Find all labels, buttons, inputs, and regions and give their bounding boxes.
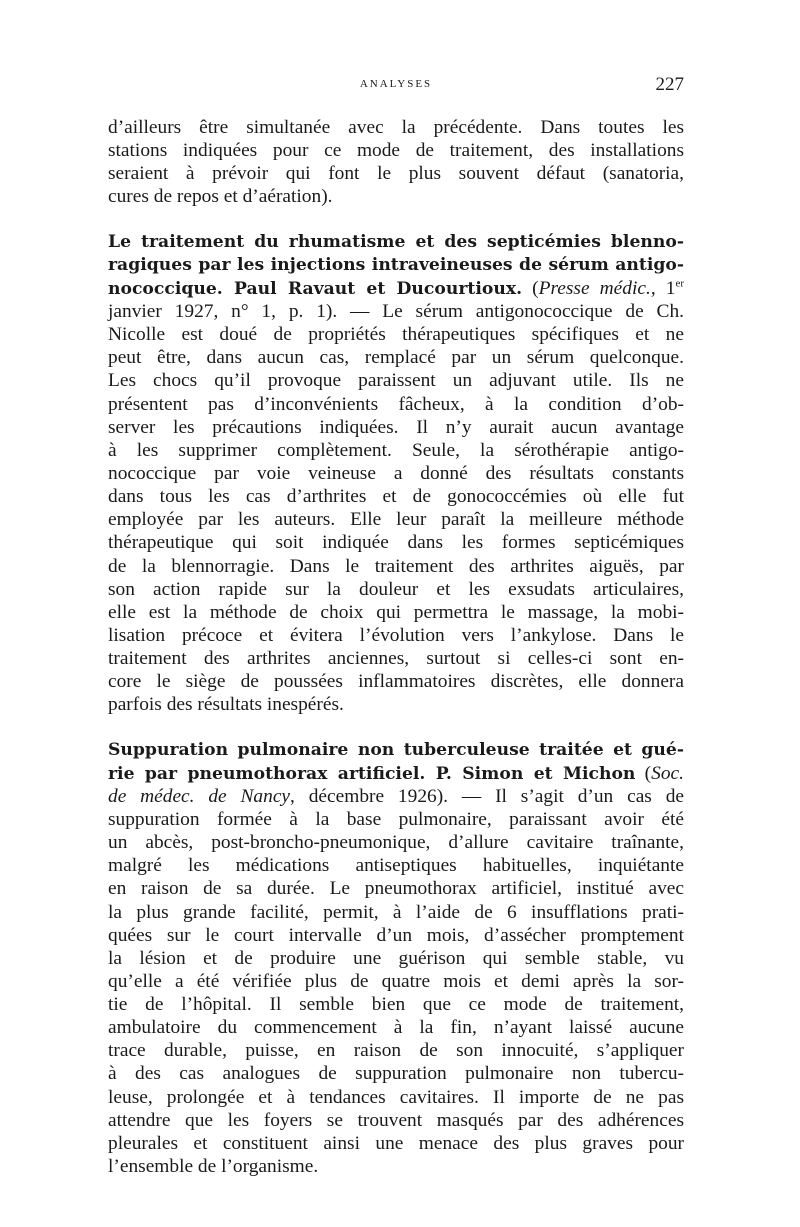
text-line: suppuration formée à la base pulmonaire, paraissant avoir été [108,808,684,830]
page-body [108,116,684,1178]
intro-paragraph [108,116,684,209]
citation-rest: , décembre 1926). — Il s’agit d’un cas de [290,785,684,807]
text-line: en raison de sa durée. Le pneumothorax artificiel, institué avec [108,878,684,900]
text-line: qu’elle a été vérifiée plus de quatre mois et demi après la sor- [108,970,684,992]
text-line: à les supprimer complètement. Seule, la sérothérapie antigo- [108,439,684,461]
citation-line [108,785,684,808]
text-line: server les précautions indiquées. Il n’y aurait aucun avantage [108,416,684,438]
journal-name: Soc. [651,762,684,784]
text-line: janvier 1927, n° 1, p. 1). — Le sérum antigonococcique de Ch. [108,300,684,322]
text-line: trace durable, puisse, en raison de son innocuité, s’appliquer [108,1040,684,1062]
text-line: nococcique par voie veineuse a donné des résultats constants [108,462,684,484]
article-title-citation-line [108,762,684,785]
text-line: stations indiquées pour ce mode de traitement, des installations [108,140,684,162]
page-number: 227 [655,74,684,95]
text-line: attendre que les foyers se trouvent masqués par des adhérences [108,1109,684,1131]
text-line: un abcès, post-broncho-pneumonique, d’allure cavitaire traînante, [108,832,684,854]
text-line: présentent pas d’inconvénients fâcheux, à la condition d’ob- [108,393,684,415]
text-line: quées sur le court intervalle d’un mois, d’assécher promptement [108,924,684,946]
running-header [108,74,684,98]
ordinal-suffix: er [675,277,684,290]
text-line: l’ensemble de l’organisme. [108,1156,319,1178]
article-title-authors: nococcique. Paul Ravaut et Ducourtioux. [108,278,523,299]
article-title-citation-line [108,277,684,300]
text-line: malgré les médications antiseptiques habituelles, inquiétante [108,855,684,877]
article-title-line: ragiques par les injections intraveineuses de sérum antigo- [108,254,684,275]
text-line: elle est la méthode de choix qui permettra le massage, la mobi- [108,601,684,623]
journal-name-cont: de médec. de Nancy [108,785,291,807]
text-line: Les chocs qu’il provoque paraissent un adjuvant utile. Ils ne [108,370,684,392]
article-suppuration [108,739,684,1179]
running-title: ANALYSES [359,78,433,90]
citation-open: ( [635,762,652,784]
text-line: cures de repos et d’aération). [108,186,333,208]
text-line: tie de l’hôpital. Il semble bien que ce mode de traitement, [108,994,684,1016]
text-line: employée par les auteurs. Elle leur paraît la meilleure méthode [108,509,684,531]
text-line: ambulatoire du commencement à la fin, n’ayant laissé aucune [108,1017,684,1039]
article-title-line: Le traitement du rhumatisme et des septicémies blenno- [108,231,684,252]
text-line: la lésion et de produire une guérison qui semble stable, vu [108,947,684,969]
text-line: leuse, prolongée et à tendances cavitaires. Il importe de ne pas [108,1086,684,1108]
text-line: lisation précoce et évitera l’évolution vers l’ankylose. Dans le [108,624,684,646]
text-line: traitement des arthrites anciennes, surtout si celles-ci sont en- [108,648,684,670]
text-line: de la blennorragie. Dans le traitement des arthrites aiguës, par [108,555,684,577]
text-line: Nicolle est doué de propriétés thérapeutiques spécifiques et ne [108,324,684,346]
article-title-authors: rie par pneumothorax artificiel. P. Simon et Michon [108,763,636,784]
section-gap [108,717,684,739]
text-line: son action rapide sur la douleur et les exsudats articulaires, [108,578,684,600]
text-line: seraient à prévoir qui font le plus souvent défaut (sanatoria, [108,163,684,185]
article-title-line: Suppuration pulmonaire non tuberculeuse traitée et gué- [108,739,684,760]
text-line: à des cas analogues de suppuration pulmonaire non tubercu- [108,1063,684,1085]
journal-name: Presse médic. [538,277,651,299]
text-line: dans tous les cas d’arthrites et de gonococcémies où elle fut [108,486,684,508]
text-line: thérapeutique qui soit indiquée dans les formes septicémiques [108,532,684,554]
citation-open: ( [522,277,539,299]
text-line: la plus grande facilité, permit, à l’aide de 6 insufflations prati- [108,901,684,923]
article-rhumatisme [108,231,684,717]
text-line: core le siège de poussées inflammatoires discrètes, elle donnera [108,671,684,693]
text-line: d’ailleurs être simultanée avec la précédente. Dans toutes les [108,117,684,138]
text-line: pleurales et constituent ainsi une menace des plus graves pour [108,1132,684,1154]
section-gap [108,209,684,231]
citation-date: , 1 [650,277,676,299]
text-line: parfois des résultats inespérés. [108,694,344,716]
text-line: peut être, dans aucun cas, remplacé par un sérum quelconque. [108,347,684,369]
